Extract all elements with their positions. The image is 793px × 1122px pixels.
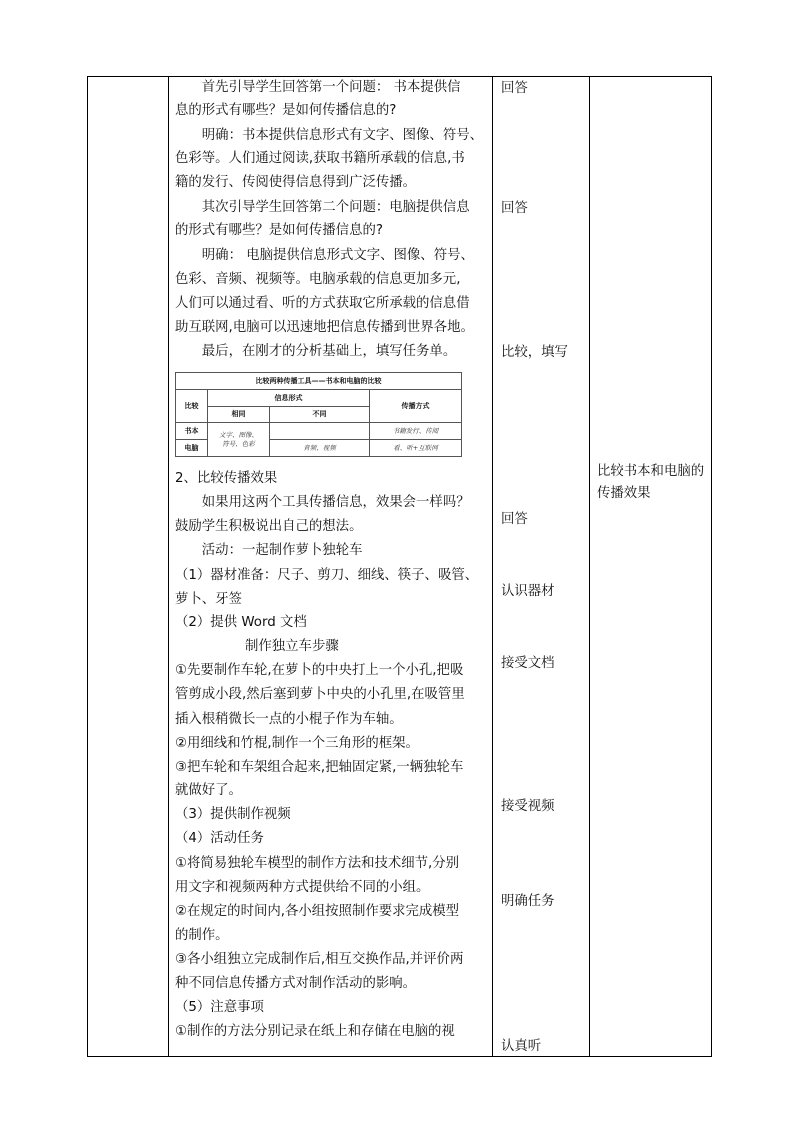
student-activity-label: 明确任务: [501, 894, 555, 909]
text-line: 首先引导学生回答第一个问题： 书本提供信: [201, 80, 461, 95]
text-line: 就做好了。: [175, 783, 242, 798]
comparison-row-computer: 电脑: [176, 440, 208, 457]
text-line: 籍的发行、传阅使得信息得到广泛传播。: [175, 175, 417, 190]
student-activity-label: 认识器材: [501, 584, 555, 599]
lesson-plan-table: [87, 76, 712, 1057]
comparison-header-diff: 不同: [270, 406, 370, 423]
text-line: （5）注意事项: [175, 1000, 264, 1015]
comparison-diff-book: [270, 423, 370, 440]
text-line: （3）提供制作视频: [175, 807, 291, 822]
student-activity-label: 认真听: [501, 1039, 542, 1054]
comparison-header-same: 相同: [208, 406, 270, 423]
text-line: 色彩、音频、视频等。电脑承载的信息更加多元,: [175, 272, 461, 287]
comparison-diff-computer: 音频、视频: [270, 440, 370, 457]
text-line: 的制作。: [175, 928, 229, 943]
text-line: 萝卜、牙签: [175, 592, 242, 607]
student-activity-cell: [493, 77, 590, 1057]
text-line: ②在规定的时间内,各小组按照制作要求完成模型: [175, 904, 460, 919]
text-line: 鼓励学生积极说出自己的想法。: [175, 519, 363, 534]
text-line: 色彩等。人们通过阅读,获取书籍所承载的信息,书: [175, 151, 465, 166]
blank-column: [88, 77, 169, 1057]
text-line: ②用细线和竹棍,制作一个三角形的框架。: [175, 736, 419, 751]
text-line: 明确：书本提供信息形式有文字、图像、符号、: [201, 128, 483, 143]
text-line: ①先要制作车轮,在萝卜的中央打上一个小孔,把吸: [175, 663, 464, 678]
comparison-header-method: 传播方式: [370, 389, 462, 423]
comparison-method-computer: 看、听+互联网: [370, 440, 462, 457]
design-intent-cell: [590, 77, 712, 1057]
text-line: 活动：一起制作萝卜独轮车: [201, 543, 363, 558]
comparison-table-image: [175, 372, 462, 457]
text-line: （2）提供 Word 文档: [175, 615, 307, 630]
handwriting: 符号、色彩: [222, 439, 255, 448]
comparison-header-info-form: 信息形式: [208, 389, 370, 406]
text-line: 最后，在刚才的分析基础上，填写任务单。: [201, 344, 457, 359]
text-line: 息的形式有哪些？是如何传播信息的?: [175, 102, 397, 118]
text-line: 插入根稍微长一点的小棍子作为车轴。: [175, 712, 403, 727]
text-line: 用文字和视频两种方式提供给不同的小组。: [175, 880, 430, 895]
text-line: 明确： 电脑提供信息形式文字、图像、符号、: [201, 248, 474, 263]
design-intent-text: 比较书本和电脑的传播效果: [597, 464, 705, 501]
text-line: ①制作的方法分别记录在纸上和存储在电脑的视: [175, 1024, 455, 1039]
text-line: 的形式有哪些？是如何传播信息的?: [175, 223, 383, 238]
text-line: 助互联网,电脑可以迅速地把信息传播到世界各地。: [175, 320, 474, 335]
comparison-title: 比较两种传播工具——书本和电脑的比较: [176, 373, 462, 390]
text-line: ①将简易独轮车模型的制作方法和技术细节,分别: [175, 856, 460, 871]
teacher-activity-cell: [169, 77, 493, 1057]
text-line: 人们可以通过看、听的方式获取它所承载的信息借: [175, 296, 470, 311]
student-activity-label: 回答: [501, 512, 528, 527]
text-line: 其次引导学生回答第二个问题：电脑提供信息: [201, 200, 470, 215]
comparison-same-cell: [208, 423, 270, 457]
student-activity-label: 接受文档: [501, 656, 555, 671]
student-activity-label: 回答: [501, 81, 528, 96]
text-line: 管剪成小段,然后塞到萝卜中央的小孔里,在吸管里: [175, 687, 465, 702]
student-activity-label: 接受视频: [501, 799, 555, 814]
text-line: 制作独立车步骤: [245, 639, 339, 654]
comparison-row-book: 书本: [176, 423, 208, 440]
text-line: ③把车轮和车架组合起来,把轴固定紧,一辆独轮车: [175, 760, 464, 775]
student-activity-label: 比较，填写: [501, 345, 568, 360]
text-line: 如果用这两个工具传播信息，效果会一样吗？: [201, 495, 470, 510]
text-line: ③各小组独立完成制作后,相互交换作品,并评价两: [175, 952, 464, 967]
handwriting: 文字、图像、: [219, 430, 258, 439]
text-line: （4）活动任务: [175, 831, 264, 846]
text-line: （1）器材准备：尺子、剪刀、细线、筷子、吸管、: [175, 568, 479, 583]
student-activity-label: 回答: [501, 201, 528, 216]
text-line: 2、比较传播效果: [175, 471, 278, 486]
text-line: 种不同信息传播方式对制作活动的影响。: [175, 976, 417, 991]
comparison-header-compare: 比较: [176, 389, 208, 423]
comparison-method-book: 书籍发行、传阅: [370, 423, 462, 440]
